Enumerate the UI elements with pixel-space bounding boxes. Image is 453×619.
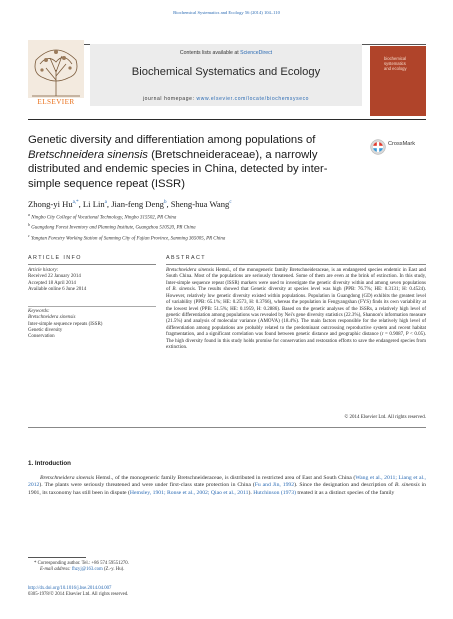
affiliation-text: Yangtan Forestry Working Station of Sanming City of Fujian Province, Sanming 365005, PR China bbox=[31, 236, 226, 242]
homepage-link[interactable]: www.elsevier.com/locate/biochemsyseco bbox=[196, 96, 310, 102]
abstract-species-short: B. sinensis bbox=[172, 287, 195, 293]
article-history bbox=[28, 268, 156, 293]
abstract-heading: ABSTRACT bbox=[166, 255, 206, 261]
introduction-heading: 1. Introduction bbox=[28, 460, 71, 467]
abstract-text bbox=[166, 268, 426, 351]
intro-text: ). bbox=[248, 489, 254, 496]
footnote-rule bbox=[28, 557, 86, 558]
running-head[interactable]: Biochemical Systematics and Ecology 56 (2014) 104–110 bbox=[173, 10, 280, 15]
corresponding-author: Corresponding author. Tel.: +86 574 59551270. bbox=[37, 561, 129, 566]
affiliation bbox=[28, 212, 426, 222]
email-suffix: (Z.-y. Hu). bbox=[102, 567, 125, 573]
affiliation bbox=[28, 233, 426, 243]
issn-line: 0305-1978/© 2014 Elsevier Ltd. All rights reserved. bbox=[28, 592, 129, 598]
affiliation-sup: c bbox=[28, 232, 30, 238]
journal-cover-text bbox=[384, 56, 424, 71]
history-item: Available online 6 June 2014 bbox=[28, 286, 87, 292]
citation-link[interactable]: Fu and Jin, 1992 bbox=[254, 482, 295, 489]
contents-prefix: Contents lists available at bbox=[179, 50, 241, 56]
footnote-mark: * bbox=[34, 561, 37, 566]
citation-link[interactable]: Wang et al., 2011; Liang et al., 2012 bbox=[28, 475, 426, 489]
keywords-title: Keywords: bbox=[28, 309, 50, 314]
homepage-prefix: journal homepage: bbox=[142, 96, 197, 102]
cover-line: biochemical bbox=[384, 56, 407, 61]
affiliations bbox=[28, 212, 426, 243]
introduction-text bbox=[28, 475, 426, 497]
title-part-2: (Bretschneideraceae), a narrowly distributed and endemic species in China, detected by inter-simple sequence repeat (ISSR) bbox=[28, 148, 328, 190]
masthead-rule-bottom bbox=[28, 119, 426, 120]
article-info-heading: ARTICLE INFO bbox=[28, 255, 82, 261]
article-info-rule bbox=[28, 264, 156, 265]
author-affiliation-sup[interactable]: b bbox=[163, 200, 167, 206]
contents-line bbox=[90, 50, 362, 56]
journal-homepage bbox=[90, 96, 362, 102]
author-affiliation-sup[interactable]: a bbox=[104, 200, 107, 206]
author-affiliation-sup[interactable]: c bbox=[229, 200, 232, 206]
author-affiliation-sup[interactable]: a,* bbox=[72, 200, 79, 206]
author-name: Sheng-hua Wang bbox=[170, 199, 230, 209]
elsevier-tree-logo-icon bbox=[28, 40, 84, 98]
elsevier-wordmark: ELSEVIER bbox=[37, 98, 75, 106]
article-title bbox=[28, 133, 358, 191]
author-list: Zhong-yi $Hu^{a,*}$, Li Lin$^a$, Jian-feng Deng$^b$, Sheng-hua Wang$^c$ bbox=[28, 199, 232, 209]
intro-text: ). Since the designation and description of bbox=[294, 482, 395, 489]
abstract-part-2: . The results showed that Genetic diversity at species level was high (PPB: 76.7%; HE: 0.3131; H: 0.4524). However, relatively low genetic diversity existed within populations. Population in Guangdong (GD) exhibits the greatest level of variability (PPB: 65.1%; HE: 0.2573, H: 0.3766), whereas the population in Fengyangshan (FYS) finds its own variability at the lowest level (PPB: 51.5%; HE: 0.1959, H: 0.2886). Based on the genetic analyses of the ISSRs, a relatively high level of genetic differentiation among populations was revealed by Nei's gene diversity statistics (22.3%), Shannon's information measure (21.5%) and analysis of molecular variance (AMOVA) (18.4%). The main factors responsible for the relatively high level of differentiation among populations are probably related to the predominant outcrossing reproductive system and recent habitat fragmentation, and a significant correlation was found between genetic distance and geographic distance (r = 0.9087, P < 0.05). The high diversity found in this study holds promise for conservation and restoration efforts to save the endangered species from extinction. bbox=[166, 287, 427, 351]
footnote bbox=[28, 561, 328, 573]
history-title: Article history: bbox=[28, 268, 59, 273]
email-label: E-mail address: bbox=[40, 567, 72, 573]
history-item: Received 22 January 2014 bbox=[28, 274, 81, 280]
keyword: Genetic diversity bbox=[28, 327, 63, 333]
keyword: Bretschneidera sinensis bbox=[28, 315, 76, 321]
keyword: Conservation bbox=[28, 334, 55, 340]
abstract-part-1: Hemsl., of the monogeneric family Bretschneideraceae, is an endangered species endemic in East and South China. Most of the populations are seriously threatened. Some of them are even at the brink of extinction. In this study, Inter-simple sequence repeat (ISSR) markers were used to investigate the genetic diversity within and among seven populations of bbox=[166, 268, 426, 293]
copyright: © 2014 Elsevier Ltd. All rights reserved. bbox=[344, 415, 426, 420]
journal-title: Biochemical Systematics and Ecology bbox=[131, 66, 321, 78]
title-part-1: Genetic diversity and differentiation among populations of bbox=[28, 134, 316, 146]
author-name: Li Lin bbox=[82, 199, 105, 209]
abstract-rule bbox=[166, 264, 426, 265]
crossmark-icon[interactable] bbox=[370, 139, 386, 155]
sciencedirect-link[interactable]: ScienceDirect bbox=[240, 50, 273, 56]
affiliation-sup: b bbox=[28, 222, 31, 228]
author-name: Jian-feng Deng bbox=[111, 199, 164, 209]
history-item: Accepted 18 April 2014 bbox=[28, 280, 76, 286]
affiliation-text: Ningbo City College of Vocational Technology, Ningbo 315502, PR China bbox=[31, 215, 177, 221]
cover-line: and ecology bbox=[384, 66, 407, 71]
crossmark-label[interactable]: CrossMark bbox=[388, 141, 416, 147]
cover-line: systematics bbox=[384, 61, 406, 66]
affiliation-sup: a bbox=[28, 212, 31, 217]
citation-link[interactable]: Hutchinson (1973) bbox=[253, 489, 296, 496]
article-info-divider bbox=[28, 306, 156, 307]
abstract-end-rule bbox=[28, 427, 426, 428]
title-species: Bretschneidera sinensis bbox=[28, 148, 148, 161]
keyword: Inter-simple sequence repeats (ISSR) bbox=[28, 321, 103, 327]
intro-text: ). The plants were seriously threatened and were under first-class state protection in China ( bbox=[39, 482, 255, 489]
affiliation bbox=[28, 222, 426, 232]
affiliation-text: Guangdong Forest Inventory and Planning Institute, Guangzhou 510520, PR China bbox=[31, 226, 196, 232]
intro-text: treated it as a distinct species of the family bbox=[296, 489, 395, 496]
intro-species-short: B. sinensis bbox=[394, 482, 420, 489]
keywords bbox=[28, 309, 156, 340]
citation-link[interactable]: Hemsley, 1901; Ronse et al., 2002; Qiao et al., 2011 bbox=[129, 489, 249, 496]
intro-species: Bretschneidera sinensis bbox=[40, 475, 95, 481]
abstract-species: Bretschneidera sinensis bbox=[166, 268, 214, 273]
doi-block bbox=[28, 586, 328, 598]
email-link[interactable]: fhzyj@163.com bbox=[71, 567, 103, 573]
intro-text: in 1901, its taxonomy has still been in dispute ( bbox=[28, 482, 427, 496]
author-name: Zhong-yi Hu bbox=[28, 199, 73, 209]
intro-text: Hemsl., of the monogeneric family Bretschneideraceae, is distributed in restricted area of East and South China ( bbox=[94, 475, 356, 481]
doi-link[interactable]: http://dx.doi.org/10.1016/j.bse.2014.04.007 bbox=[28, 586, 112, 591]
